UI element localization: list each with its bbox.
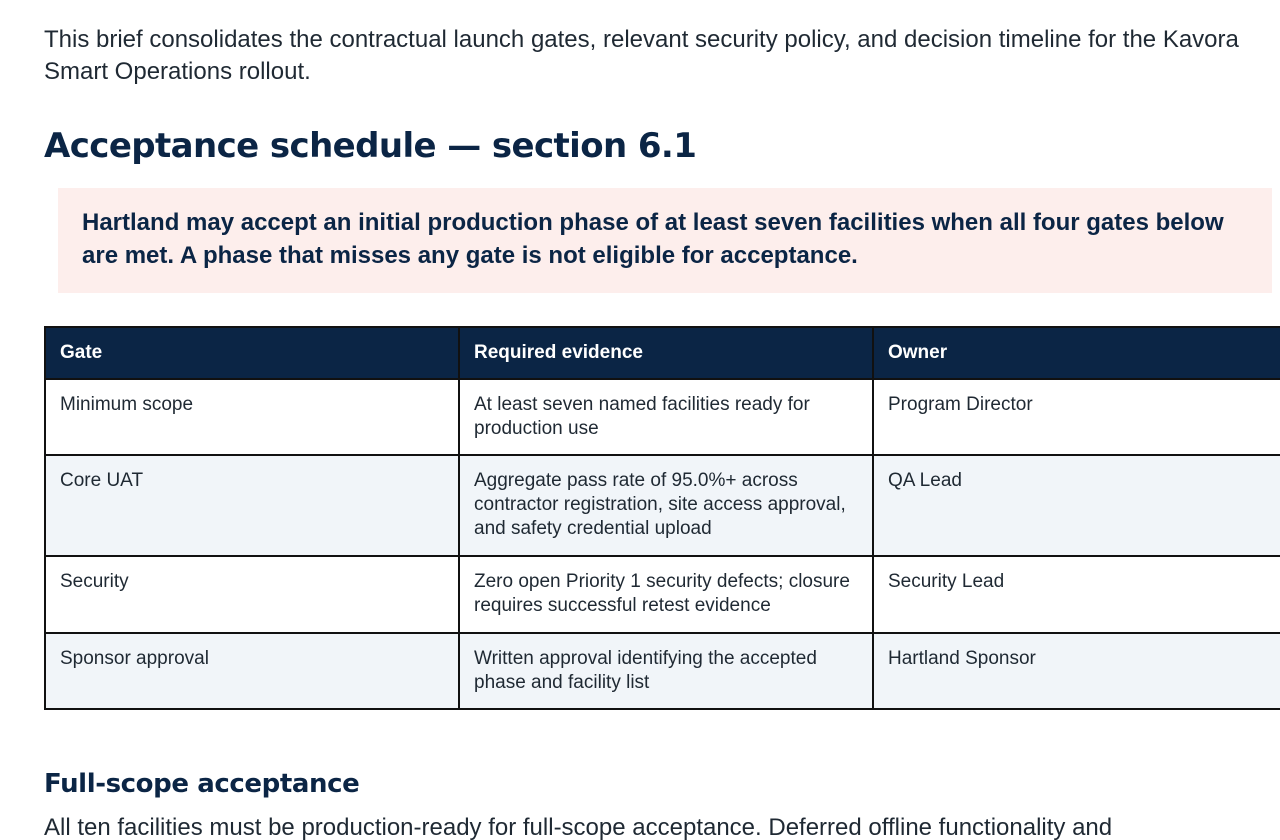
table-row (45, 379, 1280, 455)
gate-cell: Sponsor approval (45, 633, 459, 709)
callout-text: Hartland may accept an initial production phase of at least seven facilities when all four gates below are met. A phase that misses any gate is not eligible for acceptance. (82, 209, 1224, 269)
gate-cell: Security (45, 556, 459, 633)
table-header-row (45, 327, 1280, 379)
owner-cell: QA Lead (873, 455, 1280, 556)
full-scope-paragraph: All ten facilities must be production-ready for full-scope acceptance. Deferred offline functionality and (44, 814, 1113, 840)
intro-paragraph: This brief consolidates the contractual launch gates, relevant security policy, and decision timeline for the Kavora Smart Operations rollout. (44, 26, 1239, 85)
table-row (45, 556, 1280, 633)
table-row (45, 633, 1280, 709)
gate-cell: Minimum scope (45, 379, 459, 455)
column-header-gate: Gate (45, 327, 459, 379)
owner-cell: Hartland Sponsor (873, 633, 1280, 709)
column-header-owner: Owner (873, 327, 1280, 379)
evidence-cell: Aggregate pass rate of 95.0%+ across contractor registration, site access approval, and safety credential upload (459, 455, 873, 556)
evidence-cell: At least seven named facilities ready for production use (459, 379, 873, 455)
table-row (45, 455, 1280, 556)
evidence-cell: Written approval identifying the accepted phase and facility list (459, 633, 873, 709)
cut-off-heading (44, 0, 84, 4)
column-header-required-evidence: Required evidence (459, 327, 873, 379)
evidence-cell: Zero open Priority 1 security defects; closure requires successful retest evidence (459, 556, 873, 633)
owner-cell: Security Lead (873, 556, 1280, 633)
section-title-full-scope: Full-scope acceptance (44, 769, 360, 799)
acceptance-callout (58, 188, 1272, 293)
section-title-acceptance-schedule: Acceptance schedule — section 6.1 (44, 126, 697, 166)
acceptance-gates-table (44, 326, 1280, 710)
owner-cell: Program Director (873, 379, 1280, 455)
gate-cell: Core UAT (45, 455, 459, 556)
